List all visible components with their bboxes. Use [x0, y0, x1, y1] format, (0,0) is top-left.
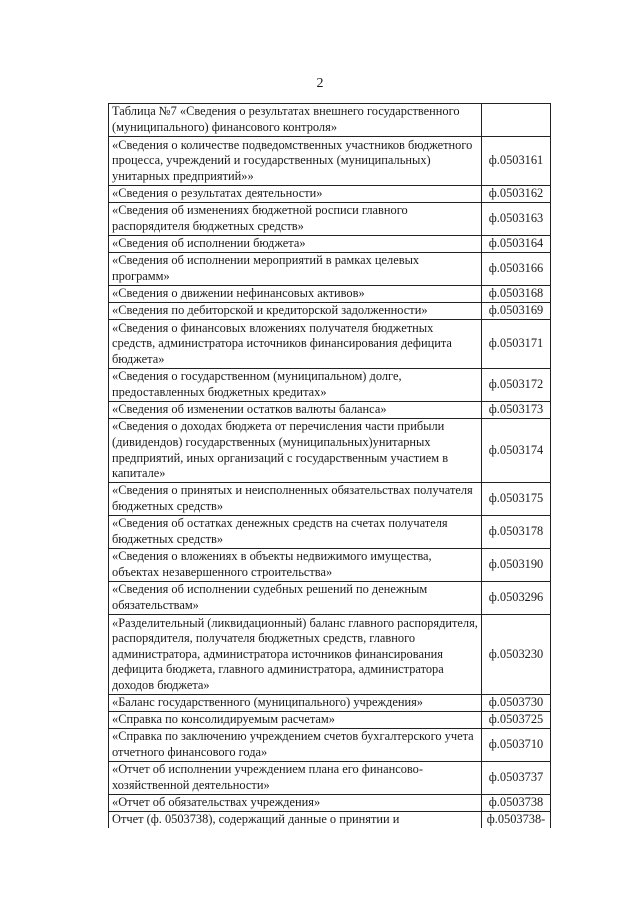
- form-description: «Сведения об изменении остатков валюты баланса»: [109, 402, 482, 419]
- table-row: [109, 712, 551, 729]
- form-description: «Справка по консолидируемым расчетам»: [109, 712, 482, 729]
- table-row: [109, 186, 551, 203]
- form-description: «Сведения о государственном (муниципальном) долге, предоставленных бюджетных кредитах»: [109, 369, 482, 402]
- page-number: 2: [316, 76, 324, 91]
- form-description: «Сведения об исполнении судебных решений по денежным обязательствам»: [109, 582, 482, 615]
- form-description: «Сведения об исполнении мероприятий в рамках целевых программ»: [109, 253, 482, 286]
- form-code: ф.0503161: [482, 137, 551, 186]
- reporting-forms-table: [108, 103, 551, 828]
- form-code: ф.0503190: [482, 549, 551, 582]
- form-code: [482, 104, 551, 137]
- form-description: «Сведения о финансовых вложениях получателя бюджетных средств, администратора источников финансирования дефицита бюджета»: [109, 320, 482, 369]
- form-code: ф.0503168: [482, 286, 551, 303]
- form-description: «Сведения о доходах бюджета от перечисления части прибыли (дивидендов) государственных (муниципальных)унитарных предприятий, иных организаций с государственным участием в капитале»: [109, 419, 482, 483]
- form-code: ф.0503730: [482, 695, 551, 712]
- table-row: [109, 729, 551, 762]
- form-description: «Разделительный (ликвидационный) баланс главного распорядителя, распорядителя, получателя бюджетных средств, главного администратора, администратора источников финансирования дефицита бюджета, главного администратора, администратора доходов бюджета»: [109, 615, 482, 695]
- table-row: [109, 104, 551, 137]
- form-code: ф.0503164: [482, 236, 551, 253]
- table-row: [109, 236, 551, 253]
- form-code: ф.0503725: [482, 712, 551, 729]
- form-code: ф.0503737: [482, 762, 551, 795]
- form-code: ф.0503163: [482, 203, 551, 236]
- table-row: [109, 303, 551, 320]
- table-row: [109, 483, 551, 516]
- table-row: [109, 582, 551, 615]
- table-row: [109, 320, 551, 369]
- table-row: [109, 369, 551, 402]
- form-description: «Сведения по дебиторской и кредиторской задолженности»: [109, 303, 482, 320]
- table-row: [109, 549, 551, 582]
- form-code: ф.0503738: [482, 795, 551, 812]
- form-description: Отчет (ф. 0503738), содержащий данные о принятии и: [109, 812, 482, 829]
- form-description: Таблица №7 «Сведения о результатах внешнего государственного (муниципального) финансового контроля»: [109, 104, 482, 137]
- form-description: «Баланс государственного (муниципального) учреждения»: [109, 695, 482, 712]
- form-code: ф.0503230: [482, 615, 551, 695]
- form-code: ф.0503174: [482, 419, 551, 483]
- table-row: [109, 516, 551, 549]
- table-row: [109, 615, 551, 695]
- form-code: ф.0503166: [482, 253, 551, 286]
- form-code: ф.0503171: [482, 320, 551, 369]
- form-code: ф.0503169: [482, 303, 551, 320]
- form-description: «Сведения об остатках денежных средств на счетах получателя бюджетных средств»: [109, 516, 482, 549]
- form-code: ф.0503173: [482, 402, 551, 419]
- table-row: [109, 286, 551, 303]
- form-description: «Сведения о принятых и неисполненных обязательствах получателя бюджетных средств»: [109, 483, 482, 516]
- table-row: [109, 137, 551, 186]
- form-description: «Отчет об исполнении учреждением плана его финансово-хозяйственной деятельности»: [109, 762, 482, 795]
- table-row: [109, 795, 551, 812]
- table-row: [109, 812, 551, 829]
- form-code: ф.0503172: [482, 369, 551, 402]
- table-row: [109, 762, 551, 795]
- table-row: [109, 253, 551, 286]
- form-description: «Справка по заключению учреждением счетов бухгалтерского учета отчетного финансового года»: [109, 729, 482, 762]
- form-code: ф.0503710: [482, 729, 551, 762]
- form-description: «Сведения о движении нефинансовых активов»: [109, 286, 482, 303]
- form-code: ф.0503738-: [482, 812, 551, 829]
- form-description: «Сведения об исполнении бюджета»: [109, 236, 482, 253]
- form-code: ф.0503175: [482, 483, 551, 516]
- form-description: «Сведения о вложениях в объекты недвижимого имущества, объектах незавершенного строительства»: [109, 549, 482, 582]
- form-code: ф.0503296: [482, 582, 551, 615]
- form-code: ф.0503162: [482, 186, 551, 203]
- form-description: «Отчет об обязательствах учреждения»: [109, 795, 482, 812]
- table-row: [109, 419, 551, 483]
- form-description: «Сведения о количестве подведомственных участников бюджетного процесса, учреждений и государственных (муниципальных) унитарных предприятий»»: [109, 137, 482, 186]
- table-row: [109, 695, 551, 712]
- form-code: ф.0503178: [482, 516, 551, 549]
- table-row: [109, 203, 551, 236]
- form-description: «Сведения о результатах деятельности»: [109, 186, 482, 203]
- form-description: «Сведения об изменениях бюджетной росписи главного распорядителя бюджетных средств»: [109, 203, 482, 236]
- table-row: [109, 402, 551, 419]
